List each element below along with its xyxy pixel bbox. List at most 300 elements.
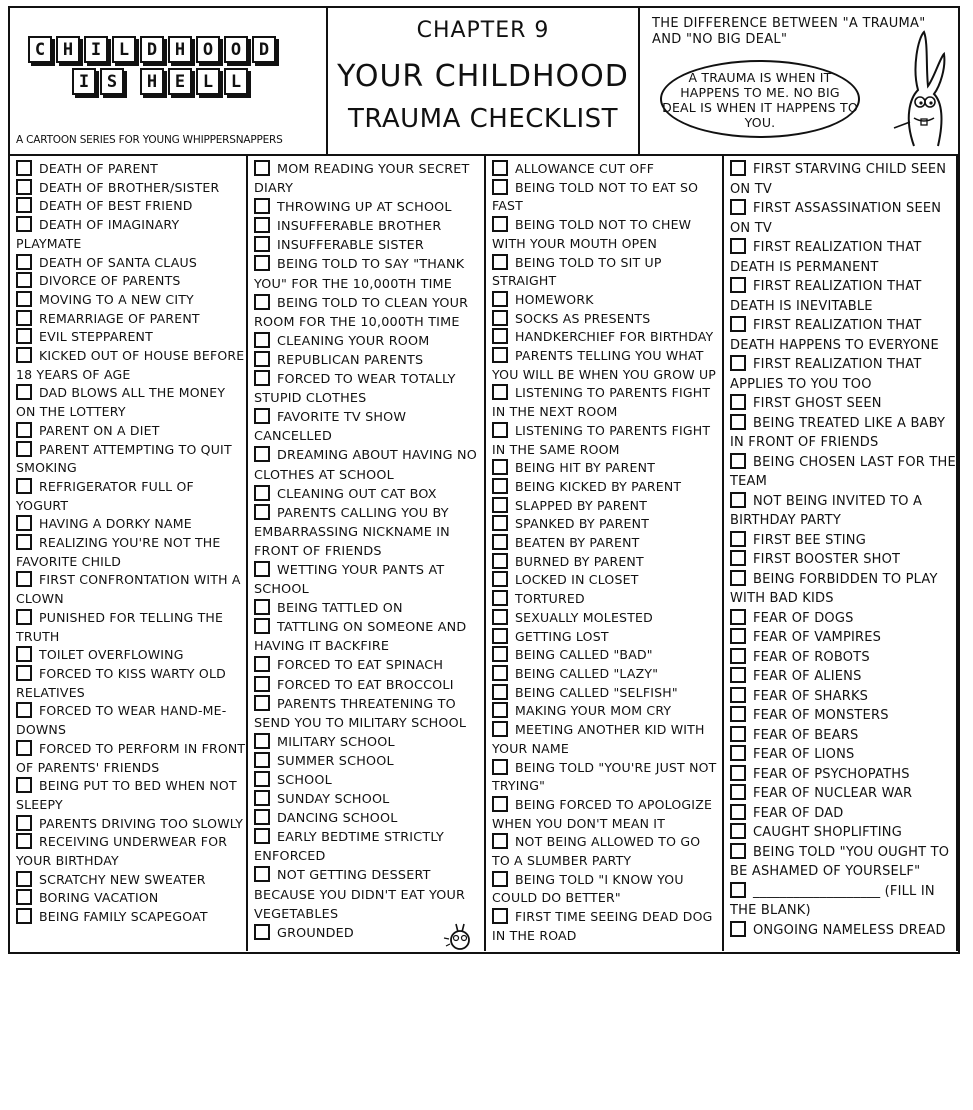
checkbox[interactable] [730, 706, 746, 722]
checklist-item-label: NOT BEING ALLOWED TO GO TO A SLUMBER PARTY [492, 834, 701, 869]
checkbox[interactable] [16, 328, 32, 344]
checkbox[interactable] [254, 408, 270, 424]
checkbox[interactable] [16, 254, 32, 270]
checkbox[interactable] [492, 571, 508, 587]
checkbox[interactable] [492, 497, 508, 513]
checklist-item [248, 370, 484, 408]
checklist-item [248, 599, 484, 618]
checklist-item [10, 534, 246, 571]
checkbox[interactable] [492, 534, 508, 550]
checkbox[interactable] [730, 628, 746, 644]
checklist-item [248, 771, 484, 790]
checkbox[interactable] [492, 796, 508, 812]
checklist-item-label: NOT BEING INVITED TO A BIRTHDAY PARTY [730, 493, 923, 528]
checkbox[interactable] [254, 294, 270, 310]
checkbox[interactable] [254, 790, 270, 806]
checklist-item [486, 646, 722, 665]
checkbox[interactable] [254, 446, 270, 462]
checkbox[interactable] [730, 355, 746, 371]
checkbox[interactable] [16, 216, 32, 232]
checkbox[interactable] [730, 394, 746, 410]
checkbox[interactable] [492, 478, 508, 494]
checklist-item [10, 216, 246, 253]
checkbox[interactable] [730, 687, 746, 703]
checklist-column-2 [248, 156, 486, 951]
checklist-item [10, 777, 246, 814]
checklist-item-label: DIVORCE OF PARENTS [39, 273, 181, 289]
checklist-item [724, 453, 956, 492]
checklist-item-label: PUNISHED FOR TELLING THE TRUTH [16, 609, 224, 644]
logo-line1-tile: O [196, 36, 220, 63]
checkbox[interactable] [16, 534, 32, 550]
checkbox[interactable] [16, 179, 32, 195]
checklist-item [248, 752, 484, 771]
checklist-item [724, 199, 956, 238]
checklist-item-label: BEING FORBIDDEN TO PLAY WITH BAD KIDS [730, 571, 938, 606]
checklist-item-label: CLEANING OUT CAT BOX [277, 486, 437, 502]
checkbox[interactable] [16, 272, 32, 288]
checkbox[interactable] [492, 702, 508, 718]
checklist-item [724, 160, 956, 199]
checklist-item [248, 828, 484, 866]
checklist-item-label: FIRST REALIZATION THAT APPLIES TO YOU TOO [730, 357, 922, 392]
checklist-item [724, 706, 956, 726]
chapter-label: CHAPTER 9 [416, 18, 550, 43]
checkbox[interactable] [492, 384, 508, 400]
checklist-item-label: FEAR OF PSYCHOPATHS [753, 766, 910, 782]
checklist-item [486, 310, 722, 329]
checklist-item [10, 254, 246, 273]
checklist-item [248, 618, 484, 656]
title-panel [328, 8, 640, 154]
checkbox[interactable] [254, 198, 270, 214]
checklist-item-label: THROWING UP AT SCHOOL [277, 200, 452, 216]
checkbox[interactable] [492, 665, 508, 681]
checklist-item-label: REMARRIAGE OF PARENT [39, 310, 200, 326]
difference-caption: THE DIFFERENCE BETWEEN "A TRAUMA" AND "NO BIG DEAL" [652, 16, 926, 47]
checkbox[interactable] [16, 889, 32, 905]
checkbox[interactable] [730, 238, 746, 254]
checkbox[interactable] [254, 733, 270, 749]
checkbox[interactable] [492, 553, 508, 569]
checklist-item-label: BEING KICKED BY PARENT [515, 478, 682, 494]
checkbox[interactable] [254, 771, 270, 787]
checkbox[interactable] [492, 291, 508, 307]
checkbox[interactable] [254, 370, 270, 386]
checklist-item [486, 179, 722, 216]
checklist-item-label: BEING TATTLED ON [277, 601, 403, 617]
checkbox[interactable] [730, 843, 746, 859]
checkbox[interactable] [492, 422, 508, 438]
checklist-item-label: BEING TOLD "YOU OUGHT TO BE ASHAMED OF YOURSELF" [730, 844, 950, 879]
checklist-item-label: MOM READING YOUR SECRET DIARY [254, 162, 470, 197]
logo-line2-tile: H [140, 68, 164, 95]
checklist-item-label: FIRST REALIZATION THAT DEATH IS INEVITABLE [730, 279, 922, 314]
checklist-item-label: SPANKED BY PARENT [515, 516, 650, 532]
checkbox[interactable] [730, 726, 746, 742]
checkbox[interactable] [16, 740, 32, 756]
logo-line1-tile: I [84, 36, 108, 63]
logo-line2-tile: L [196, 68, 220, 95]
checklist-item-label: FORCED TO KISS WARTY OLD RELATIVES [16, 665, 226, 700]
checklist-item-label: TOILET OVERFLOWING [39, 647, 184, 663]
checklist-column-1 [10, 156, 248, 951]
checklist-item [486, 684, 722, 703]
checklist-item-label: KICKED OUT OF HOUSE BEFORE 18 YEARS OF AGE [16, 348, 245, 382]
checklist-item [486, 908, 722, 945]
page-title-line1: YOUR CHILDHOOD [337, 59, 629, 94]
checkbox[interactable] [730, 570, 746, 586]
logo-line1-tile: O [224, 36, 248, 63]
checklist-item [10, 815, 246, 834]
checkbox[interactable] [254, 217, 270, 233]
checkbox[interactable] [492, 833, 508, 849]
checkbox[interactable] [254, 332, 270, 348]
checklist-item [724, 784, 956, 804]
checkbox[interactable] [492, 459, 508, 475]
checklist-column-3 [486, 156, 724, 951]
checklist-item [486, 497, 722, 516]
checklist-item-label: FEAR OF LIONS [753, 747, 855, 762]
checklist-item [486, 347, 722, 384]
checklist-item [486, 254, 722, 291]
checkbox[interactable] [730, 784, 746, 800]
checklist-item-label: GETTING LOST [515, 628, 609, 644]
checklist-item [10, 908, 246, 927]
checklist-item [248, 351, 484, 370]
checklist-item-label: PARENTS CALLING YOU BY EMBARRASSING NICKNAME IN FRONT OF FRIENDS [254, 505, 450, 559]
checkbox[interactable] [730, 414, 746, 430]
checkbox[interactable] [254, 695, 270, 711]
checkbox[interactable] [16, 777, 32, 793]
checklist-item [486, 796, 722, 833]
checkbox[interactable] [492, 628, 508, 644]
checklist-item [724, 531, 956, 551]
series-logo [28, 36, 276, 100]
checklist-item-label: SOCKS AS PRESENTS [515, 310, 651, 326]
logo-line1-tile: D [252, 36, 276, 63]
checklist-item-label: FEAR OF MONSTERS [753, 708, 889, 723]
checkbox[interactable] [16, 609, 32, 625]
checkbox[interactable] [254, 236, 270, 252]
checklist-item-label: BEING FORCED TO APOLOGIZE WHEN YOU DON'T MEAN IT [492, 796, 713, 831]
checkbox[interactable] [492, 254, 508, 270]
checklist-item [248, 446, 484, 484]
checkbox[interactable] [254, 656, 270, 672]
checklist-item [248, 408, 484, 446]
checkbox[interactable] [254, 924, 270, 940]
checklist-item [10, 871, 246, 890]
checklist-item-label: FEAR OF VAMPIRES [753, 630, 882, 645]
checkbox[interactable] [16, 441, 32, 457]
checklist-item-label: BEING CALLED "BAD" [515, 647, 653, 663]
checklist-item [724, 394, 956, 414]
logo-line2-tile: E [168, 68, 192, 95]
checklist-item [486, 721, 722, 758]
checkbox[interactable] [492, 721, 508, 737]
checkbox[interactable] [492, 871, 508, 887]
checklist-item-label: FEAR OF NUCLEAR WAR [753, 786, 913, 801]
logo-line2-tile: L [224, 68, 248, 95]
checkbox[interactable] [16, 197, 32, 213]
checkbox[interactable] [16, 478, 32, 494]
checkbox[interactable] [730, 277, 746, 293]
checklist-item-label: WETTING YOUR PANTS AT SCHOOL [254, 562, 445, 598]
checkbox[interactable] [730, 453, 746, 469]
checklist-item-label: FIRST REALIZATION THAT DEATH IS PERMANENT [730, 240, 922, 275]
checklist-item-label: CLEANING YOUR ROOM [277, 333, 430, 349]
checklist-item-label: TORTURED [515, 591, 585, 607]
checkbox[interactable] [730, 667, 746, 683]
checklist-item [724, 726, 956, 746]
checklist-item [724, 277, 956, 316]
checkbox[interactable] [492, 347, 508, 363]
checkbox[interactable] [492, 646, 508, 662]
checkbox[interactable] [254, 160, 270, 176]
checklist-item-label: MEETING ANOTHER KID WITH YOUR NAME [492, 722, 705, 756]
checkbox[interactable] [492, 609, 508, 625]
checkbox[interactable] [492, 684, 508, 700]
checkbox[interactable] [730, 648, 746, 664]
checklist-item [10, 740, 246, 777]
logo-line1-tile: H [168, 36, 192, 63]
checklist-item [724, 745, 956, 765]
checkbox[interactable] [254, 351, 270, 367]
checkbox[interactable] [16, 571, 32, 587]
checkbox[interactable] [730, 921, 746, 937]
checklist-item-label: BEING CHOSEN LAST FOR THE TEAM [730, 454, 956, 489]
checkbox[interactable] [254, 828, 270, 844]
checklist-item [486, 628, 722, 647]
checklist-item-label: MILITARY SCHOOL [277, 734, 395, 750]
checklist-item-label: SUNDAY SCHOOL [277, 792, 390, 808]
checklist-item [10, 571, 246, 608]
checkbox[interactable] [16, 291, 32, 307]
speech-bubble: A TRAUMA IS WHEN IT HAPPENS TO ME. NO BIG DEAL IS WHEN IT HAPPENS TO YOU. [660, 60, 860, 138]
checklist-item-label: TATTLING ON SOMEONE AND HAVING IT BACKFIRE [254, 620, 467, 655]
checklist-item-label: BEING TOLD "I KNOW YOU COULD DO BETTER" [492, 871, 684, 906]
checklist-item [248, 217, 484, 236]
checklist-item-label: FIRST GHOST SEEN [753, 396, 882, 411]
checklist-item-label: HANDKERCHIEF FOR BIRTHDAY [515, 329, 714, 345]
checkbox[interactable] [16, 310, 32, 326]
checklist-item [248, 656, 484, 675]
checklist-item [486, 833, 722, 870]
checkbox[interactable] [492, 310, 508, 326]
mouse-icon [440, 916, 480, 956]
checkbox[interactable] [492, 328, 508, 344]
checkbox[interactable] [16, 702, 32, 718]
checklist-item [10, 609, 246, 646]
checklist-item-label: FORCED TO EAT SPINACH [277, 658, 444, 674]
checkbox[interactable] [16, 665, 32, 681]
checklist-item [486, 291, 722, 310]
checklist-item-label: FORCED TO WEAR HAND-ME-DOWNS [16, 703, 227, 738]
checklist-item [248, 485, 484, 504]
checkbox[interactable] [16, 871, 32, 887]
checkbox[interactable] [254, 599, 270, 615]
checklist-item [724, 765, 956, 785]
checklist-item-label: FEAR OF BEARS [753, 727, 859, 743]
checkbox[interactable] [492, 590, 508, 606]
checklist-item-label: SCHOOL [277, 773, 332, 788]
comic-strip [8, 6, 960, 954]
checkbox[interactable] [254, 676, 270, 692]
checkbox[interactable] [492, 515, 508, 531]
checklist-item [10, 310, 246, 329]
checklist-item [248, 236, 484, 255]
logo-line2-tile: S [100, 68, 124, 95]
checklist-item [486, 422, 722, 459]
checklist-item-label: MAKING YOUR MOM CRY [515, 703, 672, 719]
checklist-item-label: LOCKED IN CLOSET [515, 572, 639, 588]
checklist-item [10, 422, 246, 441]
checklist-item [248, 733, 484, 752]
checkbox[interactable] [492, 759, 508, 775]
checklist-item-label: INSUFFERABLE SISTER [277, 238, 424, 254]
checklist-item-label: SCRATCHY NEW SWEATER [39, 871, 206, 887]
checklist-item-label: DEATH OF IMAGINARY PLAYMATE [16, 217, 180, 251]
checklist-item-label: FORCED TO EAT BROCCOLI [277, 677, 454, 693]
checkbox[interactable] [730, 804, 746, 820]
checkbox[interactable] [16, 422, 32, 438]
checklist-item [724, 823, 956, 843]
checklist-item-label: ALLOWANCE CUT OFF [515, 161, 655, 176]
checklist-item-label: INSUFFERABLE BROTHER [277, 219, 442, 235]
checkbox[interactable] [730, 823, 746, 839]
checkbox[interactable] [492, 179, 508, 195]
checkbox[interactable] [730, 199, 746, 215]
checklist-item [10, 833, 246, 870]
checkbox[interactable] [16, 347, 32, 363]
checklist-item-label: RECEIVING UNDERWEAR FOR YOUR BIRTHDAY [16, 834, 228, 869]
checklist-item [248, 160, 484, 198]
checklist-item [10, 889, 246, 908]
checklist-item-label: FEAR OF SHARKS [753, 688, 869, 704]
rabbit-icon [884, 28, 952, 148]
checklist-item [10, 328, 246, 347]
checklist-item [248, 294, 484, 332]
checkbox[interactable] [254, 752, 270, 768]
checklist-item-label: FIRST CONFRONTATION WITH A CLOWN [16, 572, 241, 607]
checklist-item-label: EVIL STEPPARENT [39, 329, 153, 345]
checklist-item [486, 871, 722, 908]
checklist-item-label: DANCING SCHOOL [277, 811, 398, 827]
checkbox[interactable] [16, 384, 32, 400]
checklist-item [10, 291, 246, 310]
checklist-item [10, 441, 246, 478]
header-row [10, 8, 958, 156]
checkbox[interactable] [254, 561, 270, 577]
checklist-item-label: DEATH OF PARENT [39, 161, 158, 176]
checkbox[interactable] [16, 646, 32, 662]
checkbox[interactable] [730, 765, 746, 781]
checklist-item [10, 478, 246, 515]
checkbox[interactable] [492, 160, 508, 176]
checklist-item-label: BEING TREATED LIKE A BABY IN FRONT OF FRIENDS [730, 415, 946, 450]
checkbox[interactable] [730, 160, 746, 176]
checklist-item-label: PARENT ON A DIET [39, 422, 160, 438]
checklist-item-label: BEING TOLD "YOU'RE JUST NOT TRYING" [492, 759, 717, 794]
checkbox[interactable] [254, 809, 270, 825]
checklist-item-label: FIRST STARVING CHILD SEEN ON TV [730, 162, 947, 197]
checkbox[interactable] [730, 531, 746, 547]
checklist-item-label: FEAR OF DOGS [753, 610, 854, 626]
checklist-item [486, 216, 722, 253]
checkbox[interactable] [492, 216, 508, 232]
checklist-item-label: BEING CALLED "LAZY" [515, 665, 659, 681]
logo-line1-tile: L [112, 36, 136, 63]
checkbox[interactable] [254, 618, 270, 634]
checklist-item [248, 561, 484, 599]
checklist-item [10, 665, 246, 702]
checklist-item [724, 570, 956, 609]
checklist-item-label: BURNED BY PARENT [515, 553, 644, 569]
checkbox[interactable] [16, 833, 32, 849]
checklist-item-label: BEING HIT BY PARENT [515, 460, 656, 476]
checklist-item [248, 255, 484, 293]
checklist-item [486, 590, 722, 609]
checkbox[interactable] [492, 908, 508, 924]
checklist-item [486, 702, 722, 721]
checklist-item-label: LISTENING TO PARENTS FIGHT IN THE SAME ROOM [492, 422, 711, 457]
checkbox[interactable] [16, 815, 32, 831]
checklist-item-label: BEING TOLD NOT TO EAT SO FAST [492, 179, 699, 214]
checklist-item [724, 687, 956, 707]
checklist-item [724, 628, 956, 648]
checkbox[interactable] [254, 866, 270, 882]
checklist-item [724, 550, 956, 570]
checklist-item-label: BEING TOLD TO SIT UP STRAIGHT [492, 254, 662, 289]
checklist-item-label: FAVORITE TV SHOW CANCELLED [254, 410, 407, 445]
checkbox[interactable] [16, 908, 32, 924]
checkbox[interactable] [730, 745, 746, 761]
checkbox[interactable] [254, 255, 270, 271]
checklist-item [10, 646, 246, 665]
checklist-item-label: BEING TOLD TO SAY "THANK YOU" FOR THE 10,000TH TIME [254, 257, 465, 292]
checklist-item [486, 515, 722, 534]
checklist-column-4 [724, 156, 958, 951]
checklist-item-label: HAVING A DORKY NAME [39, 516, 192, 532]
logo-line1-tile: C [28, 36, 52, 63]
checklist-item [724, 355, 956, 394]
checkbox[interactable] [730, 609, 746, 625]
checklist-item-label: BEING TOLD TO CLEAN YOUR ROOM FOR THE 10,000TH TIME [254, 295, 469, 330]
checklist-item-label: ONGOING NAMELESS DREAD [753, 922, 946, 938]
checkbox[interactable] [730, 882, 746, 898]
checklist-item-label: SUMMER SCHOOL [277, 753, 394, 769]
checkbox[interactable] [16, 515, 32, 531]
checklist-item [724, 921, 956, 941]
checklist-item [724, 843, 956, 882]
checklist-item-label: FIRST ASSASSINATION SEEN ON TV [730, 201, 942, 236]
checklist-item [248, 332, 484, 351]
checkbox[interactable] [254, 485, 270, 501]
checklist-item [724, 414, 956, 453]
checklist-item [486, 609, 722, 628]
checklist-item [724, 882, 956, 921]
checklist-item-label: HOMEWORK [515, 291, 594, 307]
checkbox[interactable] [730, 316, 746, 332]
checkbox[interactable] [730, 550, 746, 566]
checkbox[interactable] [254, 504, 270, 520]
checklist-item-label: FORCED TO WEAR TOTALLY STUPID CLOTHES [254, 372, 456, 407]
checklist-item-label: PARENTS DRIVING TOO SLOWLY [39, 815, 244, 831]
checkbox[interactable] [730, 492, 746, 508]
checklist-item-label: DEATH OF SANTA CLAUS [39, 254, 197, 270]
checkbox[interactable] [16, 160, 32, 176]
checklist-item [486, 571, 722, 590]
